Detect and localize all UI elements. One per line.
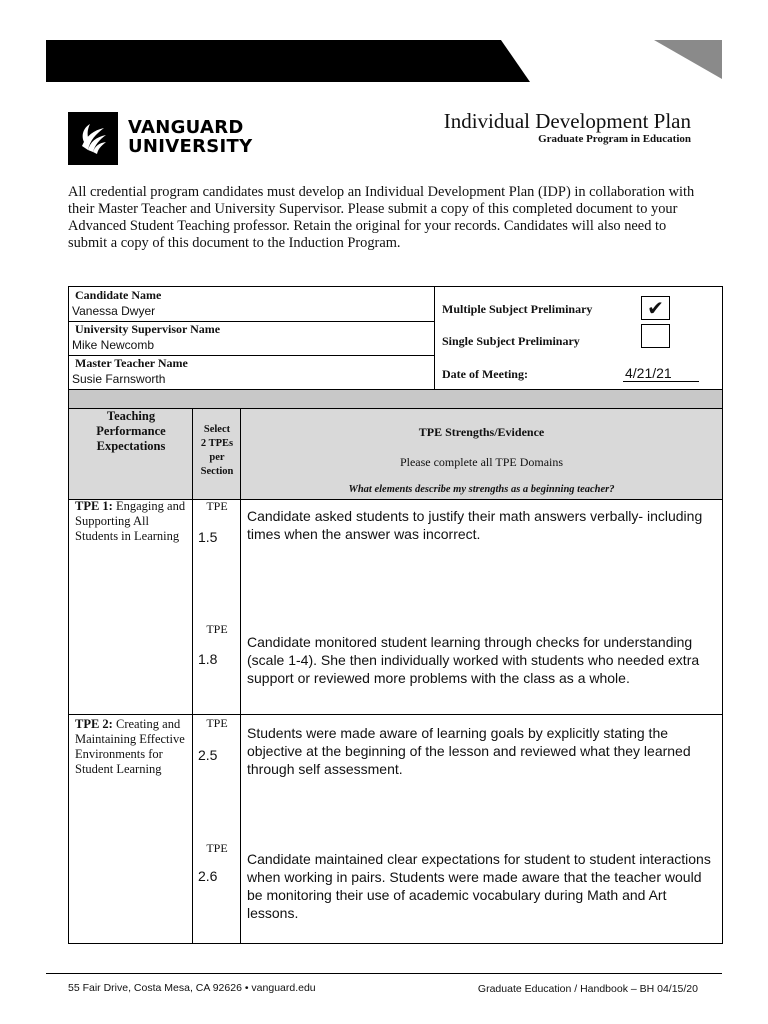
footer-divider (46, 973, 722, 974)
tpe-1-title: Engaging and Supporting All Students in Learning (75, 499, 186, 543)
evidence-field[interactable]: Students were made aware of learning goals by explicitly stating the objective at the beginning of the lesson and reviewed what they learned through self assessment. (247, 725, 691, 777)
evidence-field[interactable]: Candidate asked students to justify their math answers verbally- including times when the answer was incorrect. (247, 508, 703, 542)
guiding-question: What elements describe my strengths as a beginning teacher? (348, 484, 615, 495)
multiple-subject-label: Multiple Subject Preliminary (442, 302, 593, 316)
tpe-2-name (75, 717, 187, 777)
tpe-number-field[interactable]: 2.5 (198, 747, 218, 763)
tpe-entry-label: TPE (206, 622, 228, 636)
tpe-number-field[interactable]: 2.6 (198, 868, 218, 884)
footer-address: 55 Fair Drive, Costa Mesa, CA 92626 • vanguard.edu (68, 982, 316, 994)
select-column-header (193, 423, 241, 479)
tpe-column-header (69, 409, 193, 454)
tpe-entry-label: TPE (206, 841, 228, 855)
tpe-column-header-text: Teaching Performance Expectations (96, 409, 166, 453)
supervisor-name-field[interactable]: Mike Newcomb (72, 338, 155, 352)
tpe-entry-label: TPE (206, 716, 228, 730)
date-of-meeting-field[interactable]: 4/21/21 (623, 365, 699, 382)
section-divider (68, 390, 723, 409)
select-column-header-text: Select 2 TPEs per Section (200, 424, 234, 477)
candidate-name-row (69, 287, 434, 322)
tpe-number-field[interactable]: 1.5 (198, 529, 218, 545)
tpe-entry-label: TPE (206, 499, 228, 513)
evidence-field[interactable]: Candidate maintained clear expectations for student to student interactions when working in pairs. Students were made aware that the teacher would be monitoring their use of academic vocabulary during Math and Art lessons. (247, 851, 711, 921)
candidate-name-field[interactable]: Vanessa Dwyer (72, 304, 156, 318)
column-divider (192, 409, 193, 943)
multiple-subject-checkbox[interactable]: ✔ (641, 296, 670, 320)
footer-handbook-ref: Graduate Education / Handbook – BH 04/15/20 (477, 983, 698, 995)
supervisor-name-label: University Supervisor Name (75, 322, 221, 336)
document-title: Individual Development Plan (443, 109, 691, 133)
tpe-2-title: Creating and Maintaining Effective Environments for Student Learning (75, 717, 185, 776)
tpe-2-prefix: TPE 2: (75, 717, 113, 731)
single-subject-checkbox[interactable] (641, 324, 670, 348)
header-band (46, 40, 530, 82)
strengths-column-header: TPE Strengths/Evidence (418, 425, 545, 439)
tpe-number-field[interactable]: 1.8 (198, 651, 218, 667)
tpe-table (68, 409, 723, 944)
brand-line-2: UNIVERSITY (128, 136, 253, 157)
master-teacher-row (69, 355, 434, 389)
corner-triangle (654, 40, 722, 79)
vanguard-flame-logo-icon (68, 112, 118, 165)
candidate-name-label: Candidate Name (75, 288, 162, 302)
names-column (69, 287, 435, 389)
document-subtitle: Graduate Program in Education (538, 133, 691, 145)
single-subject-label: Single Subject Preliminary (442, 334, 580, 348)
candidate-info-table (68, 286, 723, 390)
master-teacher-field[interactable]: Susie Farnsworth (72, 372, 166, 386)
tpe-1-prefix: TPE 1: (75, 499, 113, 513)
evidence-field[interactable]: Candidate monitored student learning through checks for understanding (scale 1-4). She then individually worked with students who needed extra support or reviewed more problems with the class as a whole. (247, 634, 700, 686)
date-of-meeting-label: Date of Meeting: (442, 367, 528, 381)
master-teacher-label: Master Teacher Name (75, 356, 188, 370)
brand-line-1: VANGUARD (128, 117, 244, 138)
instruction-text: Please complete all TPE Domains (399, 455, 564, 469)
intro-paragraph: All credential program candidates must develop an Individual Development Plan (IDP) in collaboration with their Master Teacher and University Supervisor. Please submit a copy of this completed document to your Advanced Student Teaching professor. Retain the original for your records. Candidates will also need to submit a copy of this document to the Induction Program. (68, 184, 695, 251)
section-row-divider (69, 714, 722, 715)
university-name (128, 118, 252, 156)
supervisor-name-row (69, 321, 434, 356)
tpe-1-name (75, 499, 187, 544)
